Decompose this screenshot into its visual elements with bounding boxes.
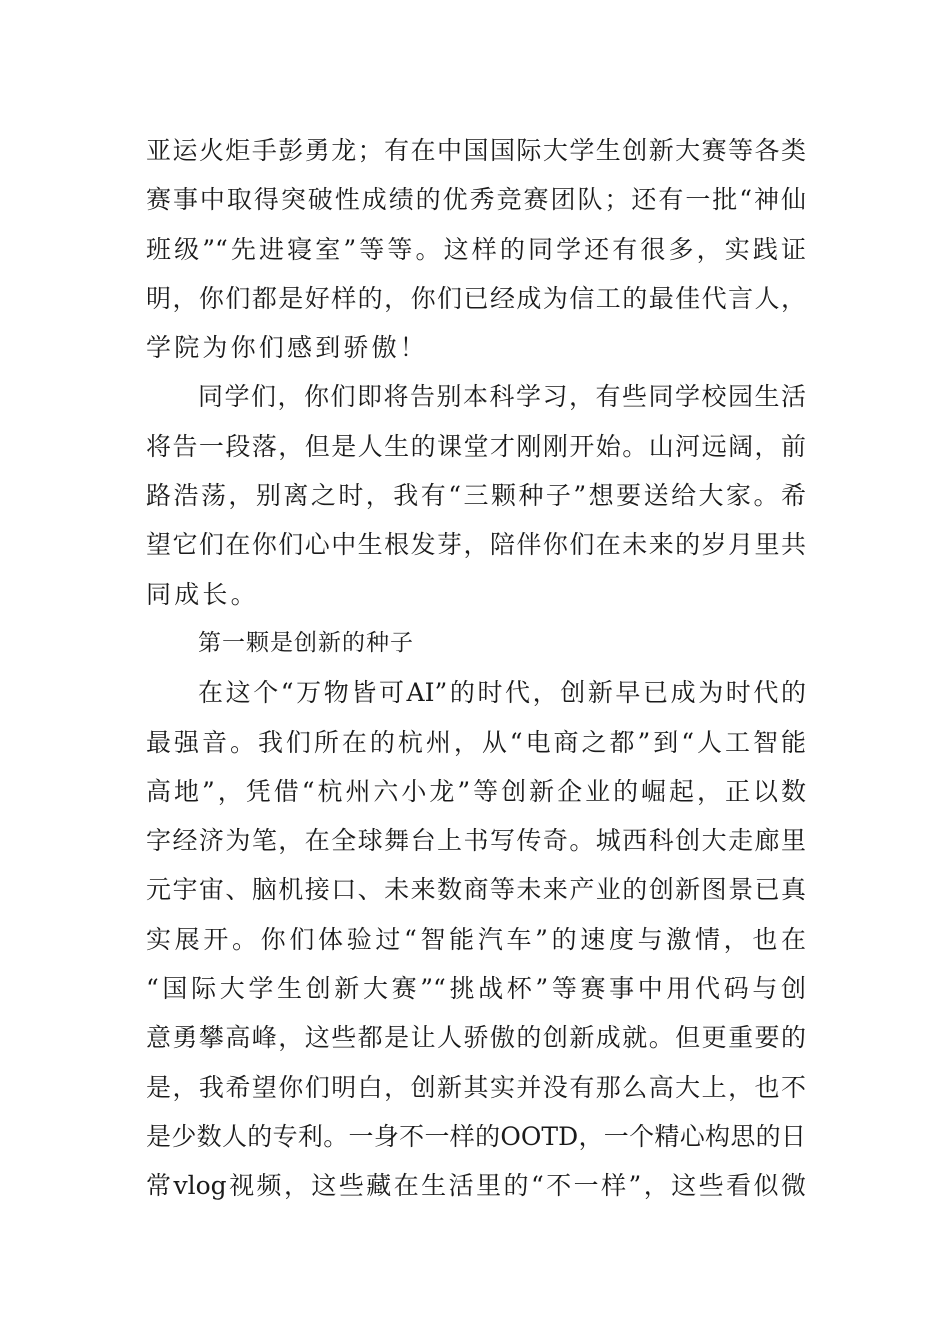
text-line: 在这个“万物皆可AI”的时代，创新早已成为时代的 xyxy=(198,678,806,708)
text-line: 同成长。 xyxy=(146,579,259,609)
text-line: 将告一段落，但是人生的课堂才刚刚开始。山河远阔，前 xyxy=(146,431,806,461)
text-line: 同学们，你们即将告别本科学习，有些同学校园生活 xyxy=(198,382,806,412)
paragraph xyxy=(146,668,806,1210)
text-line: 实展开。你们体验过“智能汽车”的速度与激情，也在 xyxy=(146,924,806,954)
section-heading: 第一颗是创新的种子 xyxy=(198,629,414,656)
text-line: 是，我希望你们明白，创新其实并没有那么高大上，也不 xyxy=(146,1072,806,1102)
paragraph xyxy=(146,126,806,372)
text-line: 学院为你们感到骄傲！ xyxy=(146,333,429,363)
text-line: 望它们在你们心中生根发芽，陪伴你们在未来的岁月里共 xyxy=(146,530,806,560)
text-line: 常vlog视频，这些藏在生活里的“不一样”，这些看似微 xyxy=(146,1171,806,1201)
text-line: 赛事中取得突破性成绩的优秀竞赛团队；还有一批“神仙 xyxy=(146,185,806,215)
paragraph xyxy=(146,372,806,618)
text-line: 路浩荡，别离之时，我有“三颗种子”想要送给大家。希 xyxy=(146,481,806,511)
text-line: 高地”，凭借“杭州六小龙”等创新企业的崛起，正以数 xyxy=(146,776,806,806)
document-body xyxy=(146,126,806,1211)
text-line: 元宇宙、脑机接口、未来数商等未来产业的创新图景已真 xyxy=(146,875,806,905)
text-line: 字经济为笔，在全球舞台上书写传奇。城西科创大走廊里 xyxy=(146,826,806,856)
text-line: 最强音。我们所在的杭州，从“电商之都”到“人工智能 xyxy=(146,727,806,757)
text-line: 明，你们都是好样的，你们已经成为信工的最佳代言人， xyxy=(146,283,806,313)
text-line: 意勇攀高峰，这些都是让人骄傲的创新成就。但更重要的 xyxy=(146,1023,806,1053)
text-line: “国际大学生创新大赛”“挑战杯”等赛事中用代码与创 xyxy=(146,974,806,1004)
text-line: 是少数人的专利。一身不一样的OOTD，一个精心构思的日 xyxy=(146,1121,806,1151)
text-line: 亚运火炬手彭勇龙；有在中国国际大学生创新大赛等各类 xyxy=(146,136,806,165)
text-line: 班级”“先进寝室”等等。这样的同学还有很多，实践证 xyxy=(146,234,806,264)
